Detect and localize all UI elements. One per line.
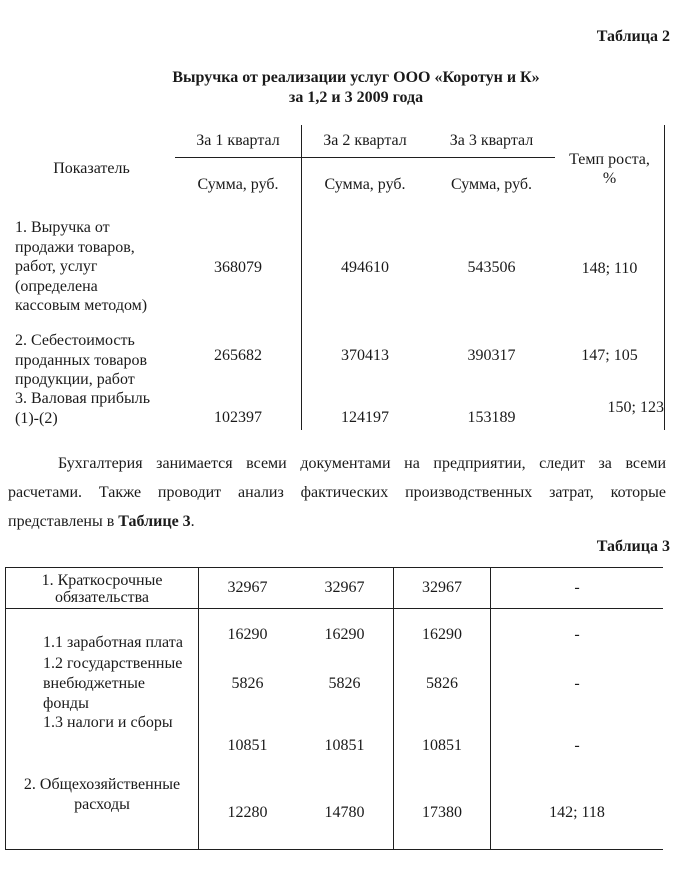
- table-section: [6, 609, 663, 849]
- cell-growth-value: -: [574, 579, 580, 596]
- row-label: [8, 212, 175, 324]
- table2-caption: Таблица 2: [596, 28, 670, 45]
- table3-caption: Таблица 3: [596, 538, 670, 555]
- header-sum-2: Сумма, руб.: [324, 176, 406, 193]
- cell-growth-value: 148; 110: [555, 212, 665, 324]
- row-label-line: (определена: [15, 277, 98, 295]
- cell-growth-value: -: [574, 626, 580, 643]
- cell-q3-value: 153189: [467, 409, 516, 426]
- row-label-line: проданных товаров: [15, 351, 147, 369]
- page-title: [36, 68, 676, 108]
- cell-growth-value: -: [574, 737, 580, 754]
- cell-value: 10851: [227, 737, 268, 754]
- cell-value: 32967: [227, 579, 268, 596]
- header-growth-rate: [555, 125, 665, 212]
- header-sum-3: Сумма, руб.: [450, 176, 533, 193]
- cell-q3-value: 543506: [467, 259, 516, 276]
- header-quarters-block: [175, 125, 555, 212]
- title-line-2: за 1,2 и 3 2009 года: [288, 89, 424, 106]
- row-label-line: 1.2 государственные: [43, 655, 183, 672]
- row-label: [6, 568, 199, 608]
- cell-q1-value: 102397: [175, 387, 302, 430]
- table2-revenue: [8, 125, 665, 430]
- cell-value-pair: [199, 568, 394, 608]
- cell-value: 32967: [324, 579, 365, 596]
- cell-q1-value: 368079: [175, 212, 302, 324]
- header-quarter-2: За 2 квартал: [323, 132, 407, 149]
- cell-q2-value: 494610: [341, 259, 389, 276]
- cell-value: 14780: [324, 804, 365, 821]
- row-label-line: 2. Общехозяйственные: [23, 776, 181, 793]
- cell-value: 16290: [422, 626, 462, 643]
- row-label-line: обязательства: [54, 589, 150, 606]
- row-label-block: [6, 633, 198, 653]
- cell-value: 32967: [394, 568, 491, 608]
- header-sum-labels: [175, 158, 555, 212]
- paragraph-text: .: [190, 513, 195, 530]
- row-label-block: [6, 713, 198, 733]
- section-label-column: [6, 609, 199, 849]
- header-quarter-1: За 1 квартал: [175, 125, 302, 157]
- cell-value: 5826: [328, 675, 361, 692]
- paragraph-text: представлены в: [8, 513, 119, 530]
- row-label-line: продажи товаров,: [15, 238, 135, 256]
- cell-growth-value: -: [574, 675, 580, 692]
- row-label-line: продукции, работ: [15, 371, 135, 388]
- row-label-line: 1. Выручка от: [15, 219, 110, 236]
- value-row: [199, 627, 393, 643]
- value-row: [199, 805, 393, 821]
- table-row: [8, 212, 665, 324]
- cell-value: 10851: [324, 737, 365, 754]
- body-paragraph: [8, 449, 666, 536]
- row-label-line: фонды: [43, 695, 89, 712]
- cell-value: 16290: [227, 626, 268, 643]
- cell-q2-value: 370413: [341, 346, 389, 364]
- row-label-line: внебюджетные: [43, 675, 145, 692]
- section-value-column: [199, 609, 394, 849]
- header-sum-1: Сумма, руб.: [175, 158, 302, 212]
- cell-q3-value: 390317: [467, 346, 516, 364]
- row-label-line: 2. Себестоимость: [15, 332, 135, 349]
- table3-reference: Таблице 3: [118, 513, 191, 530]
- table-row: [8, 387, 665, 430]
- paragraph-line: Бухгалтерия занимается всеми документами на предприятии, следит за всеми: [58, 455, 666, 472]
- row-label-line: 3. Валовая прибыль: [15, 390, 150, 407]
- row-label: [8, 324, 175, 387]
- paragraph-line: расчетами. Также проводит анализ фактических производственных затрат, которые: [8, 484, 666, 501]
- header-growth-line-2: %: [602, 169, 617, 187]
- paragraph-line: [8, 507, 666, 536]
- cell-value: 12280: [227, 804, 268, 821]
- row-label-line: 1.1 заработная плата: [43, 634, 183, 651]
- header-quarter-3: За 3 квартал: [449, 132, 534, 149]
- row-label-block: [6, 654, 198, 714]
- row-label-line: 1. Краткосрочные: [41, 572, 163, 589]
- value-row: [199, 676, 393, 692]
- cell-value: 17380: [422, 804, 462, 821]
- row-label-line: расходы: [74, 796, 130, 813]
- cell-growth-value: 150; 123: [555, 387, 665, 430]
- cell-q2-value: 124197: [341, 409, 389, 426]
- header-growth-line-1: Темп роста,: [569, 150, 650, 168]
- row-label-line: (1)-(2): [15, 409, 58, 427]
- cell-value: 10851: [422, 737, 462, 754]
- cell-value: 5826: [231, 675, 264, 692]
- row-label-line: 1.3 налоги и сборы: [43, 714, 173, 731]
- header-quarter-titles: [175, 125, 555, 158]
- section-value-column: [394, 609, 491, 849]
- table3-costs: [5, 567, 663, 850]
- cell-growth-value: 147; 105: [555, 324, 665, 387]
- cell-q1-value: 265682: [175, 324, 302, 387]
- header-indicator: Показатель: [53, 159, 130, 177]
- row-label: [8, 387, 175, 430]
- table2-header-row: [8, 125, 665, 212]
- cell-growth-value: 142; 118: [549, 804, 605, 821]
- title-line-1: Выручка от реализации услуг ООО «Коротун и К»: [172, 69, 540, 86]
- row-label-line: работ, услуг: [15, 258, 98, 275]
- row-label-line: кассовым методом): [15, 297, 148, 314]
- cell-value: 5826: [426, 675, 458, 692]
- table-row: [6, 568, 663, 609]
- section-growth-column: [491, 609, 663, 849]
- table-row: [8, 324, 665, 387]
- cell-value: 16290: [324, 626, 365, 643]
- row-label-block: [6, 775, 198, 815]
- value-row: [199, 738, 393, 754]
